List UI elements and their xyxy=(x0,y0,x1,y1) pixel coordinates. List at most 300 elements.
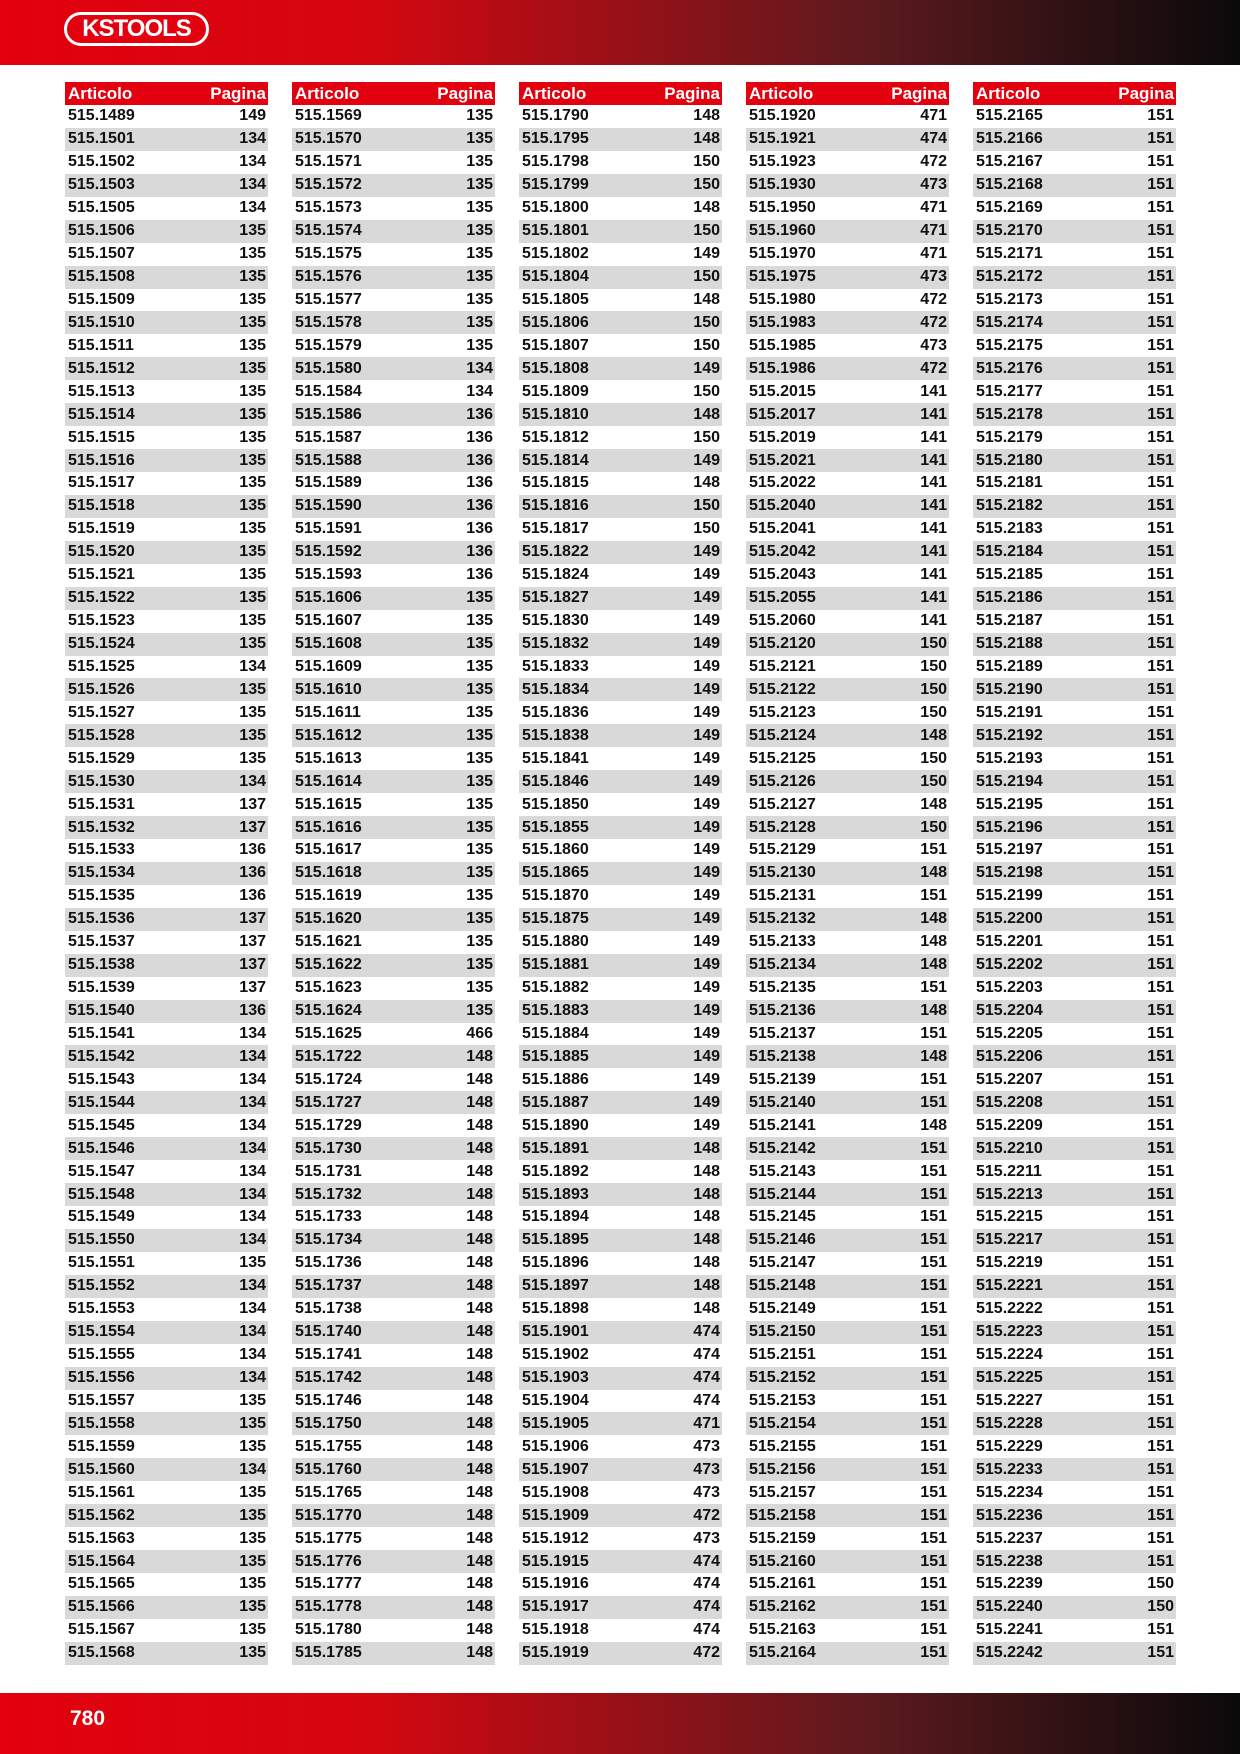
table-row xyxy=(746,977,949,1000)
page-reference: 148 xyxy=(920,933,947,951)
page-reference: 151 xyxy=(1147,887,1174,905)
table-row xyxy=(292,151,495,174)
page-reference: 471 xyxy=(920,199,947,217)
table-row xyxy=(292,1550,495,1573)
table-row xyxy=(65,587,268,610)
page-reference: 151 xyxy=(920,1024,947,1042)
page-reference: 150 xyxy=(693,497,720,515)
page-reference: 151 xyxy=(1147,1002,1174,1020)
article-number: 515.1895 xyxy=(522,1231,589,1249)
table-row xyxy=(519,1298,722,1321)
page-reference: 149 xyxy=(693,1093,720,1111)
table-row xyxy=(65,151,268,174)
article-number: 515.1547 xyxy=(68,1162,135,1180)
page-reference: 148 xyxy=(466,1598,493,1616)
page-reference: 151 xyxy=(920,841,947,859)
article-number: 515.1543 xyxy=(68,1070,135,1088)
article-number: 515.1530 xyxy=(68,772,135,790)
page-reference: 151 xyxy=(920,1093,947,1111)
page-reference: 137 xyxy=(239,910,266,928)
table-row xyxy=(746,128,949,151)
article-number: 515.1785 xyxy=(295,1644,362,1662)
article-number: 515.1804 xyxy=(522,268,589,286)
page-reference: 150 xyxy=(920,703,947,721)
table-row xyxy=(65,357,268,380)
page-reference: 150 xyxy=(920,657,947,675)
article-number: 515.2174 xyxy=(976,313,1043,331)
article-number: 515.1575 xyxy=(295,245,362,263)
article-number: 515.2175 xyxy=(976,336,1043,354)
table-row xyxy=(973,1412,1176,1435)
table-row xyxy=(973,1275,1176,1298)
article-number: 515.1542 xyxy=(68,1047,135,1065)
article-number: 515.1740 xyxy=(295,1323,362,1341)
table-row xyxy=(746,1298,949,1321)
page-reference: 151 xyxy=(1147,979,1174,997)
table-row xyxy=(746,701,949,724)
index-column xyxy=(519,82,722,1665)
page-reference: 151 xyxy=(920,1231,947,1249)
article-number: 515.1551 xyxy=(68,1254,135,1272)
page-reference: 149 xyxy=(693,635,720,653)
article-number: 515.1896 xyxy=(522,1254,589,1272)
article-number: 515.1573 xyxy=(295,199,362,217)
index-column xyxy=(973,82,1176,1665)
table-row xyxy=(746,564,949,587)
article-number: 515.1986 xyxy=(749,359,816,377)
table-row xyxy=(292,1458,495,1481)
article-number: 515.2227 xyxy=(976,1391,1043,1409)
table-row xyxy=(519,1573,722,1596)
table-row xyxy=(746,1045,949,1068)
page-reference: 151 xyxy=(1147,1346,1174,1364)
page-reference: 136 xyxy=(239,864,266,882)
article-number: 515.1846 xyxy=(522,772,589,790)
table-row xyxy=(519,1344,722,1367)
table-row xyxy=(519,954,722,977)
page-reference: 471 xyxy=(920,107,947,125)
table-row xyxy=(292,1229,495,1252)
table-row xyxy=(746,449,949,472)
table-row xyxy=(746,1642,949,1665)
article-number: 515.1882 xyxy=(522,979,589,997)
article-number: 515.1612 xyxy=(295,726,362,744)
article-number: 515.1516 xyxy=(68,451,135,469)
table-row xyxy=(746,1137,949,1160)
page-reference: 151 xyxy=(1147,749,1174,767)
table-row xyxy=(292,701,495,724)
table-row xyxy=(65,1619,268,1642)
article-number: 515.1850 xyxy=(522,795,589,813)
article-number: 515.1855 xyxy=(522,818,589,836)
page-reference: 135 xyxy=(239,313,266,331)
page-reference: 148 xyxy=(466,1414,493,1432)
page-reference: 148 xyxy=(466,1277,493,1295)
page-reference: 148 xyxy=(920,910,947,928)
page-reference: 149 xyxy=(693,956,720,974)
page-reference: 151 xyxy=(1147,910,1174,928)
table-row xyxy=(519,701,722,724)
article-number: 515.2122 xyxy=(749,680,816,698)
header-article-label: Articolo xyxy=(976,83,1041,103)
table-row xyxy=(973,1321,1176,1344)
article-number: 515.1511 xyxy=(68,336,134,354)
page-reference: 150 xyxy=(1147,1598,1174,1616)
page-reference: 151 xyxy=(920,1162,947,1180)
column-rows xyxy=(65,105,268,1665)
table-row xyxy=(973,1367,1176,1390)
header-article-label: Articolo xyxy=(749,83,814,103)
article-number: 515.1886 xyxy=(522,1070,589,1088)
article-number: 515.1887 xyxy=(522,1093,589,1111)
page-reference: 135 xyxy=(239,428,266,446)
page-reference: 134 xyxy=(239,1277,266,1295)
page-reference: 151 xyxy=(1147,1529,1174,1547)
table-row xyxy=(65,1298,268,1321)
table-row xyxy=(973,793,1176,816)
page-reference: 148 xyxy=(693,1208,720,1226)
table-row xyxy=(973,220,1176,243)
article-number: 515.1587 xyxy=(295,428,362,446)
page-reference: 151 xyxy=(1147,359,1174,377)
page-reference: 134 xyxy=(239,1093,266,1111)
article-number: 515.1556 xyxy=(68,1369,135,1387)
table-row xyxy=(292,334,495,357)
page-reference: 149 xyxy=(693,818,720,836)
page-reference: 135 xyxy=(466,153,493,171)
table-row xyxy=(746,1321,949,1344)
article-number: 515.1523 xyxy=(68,612,135,630)
article-number: 515.2161 xyxy=(749,1575,816,1593)
page-reference: 134 xyxy=(239,1185,266,1203)
article-number: 515.2182 xyxy=(976,497,1043,515)
page-reference: 135 xyxy=(239,451,266,469)
page-reference: 136 xyxy=(466,543,493,561)
page-reference: 134 xyxy=(239,1024,266,1042)
article-number: 515.1880 xyxy=(522,933,589,951)
page-reference: 474 xyxy=(693,1391,720,1409)
page-reference: 148 xyxy=(693,1254,720,1272)
table-row xyxy=(65,747,268,770)
article-number: 515.2022 xyxy=(749,474,816,492)
page-reference: 151 xyxy=(1147,1208,1174,1226)
page-reference: 148 xyxy=(466,1185,493,1203)
article-number: 515.1809 xyxy=(522,382,589,400)
table-row xyxy=(292,266,495,289)
article-number: 515.1917 xyxy=(522,1598,589,1616)
table-row xyxy=(65,220,268,243)
article-number: 515.1733 xyxy=(295,1208,362,1226)
page-reference: 148 xyxy=(693,1139,720,1157)
page-reference: 135 xyxy=(239,589,266,607)
table-row xyxy=(746,724,949,747)
article-number: 515.1765 xyxy=(295,1483,362,1501)
article-number: 515.1834 xyxy=(522,680,589,698)
table-row xyxy=(519,793,722,816)
article-number: 515.2149 xyxy=(749,1300,816,1318)
table-row xyxy=(973,1045,1176,1068)
page-reference: 472 xyxy=(920,153,947,171)
page-reference: 137 xyxy=(239,818,266,836)
page-reference: 149 xyxy=(693,1116,720,1134)
table-row xyxy=(746,816,949,839)
page-reference: 135 xyxy=(239,680,266,698)
page-reference: 135 xyxy=(239,612,266,630)
page-reference: 148 xyxy=(466,1323,493,1341)
article-number: 515.2156 xyxy=(749,1460,816,1478)
page-reference: 148 xyxy=(920,864,947,882)
article-number: 515.1506 xyxy=(68,222,135,240)
page-reference: 473 xyxy=(693,1437,720,1455)
page-reference: 135 xyxy=(466,589,493,607)
page-reference: 149 xyxy=(693,749,720,767)
article-number: 515.1746 xyxy=(295,1391,362,1409)
page-reference: 148 xyxy=(693,107,720,125)
article-number: 515.1909 xyxy=(522,1506,589,1524)
page-reference: 134 xyxy=(239,1346,266,1364)
page-reference: 151 xyxy=(1147,336,1174,354)
article-number: 515.2146 xyxy=(749,1231,816,1249)
article-number: 515.1577 xyxy=(295,290,362,308)
page-reference: 136 xyxy=(466,451,493,469)
table-row xyxy=(65,266,268,289)
article-number: 515.1808 xyxy=(522,359,589,377)
article-number: 515.1817 xyxy=(522,520,589,538)
article-number: 515.2151 xyxy=(749,1346,816,1364)
page-reference: 151 xyxy=(1147,1414,1174,1432)
column-rows xyxy=(519,105,722,1665)
table-row xyxy=(746,1206,949,1229)
table-row xyxy=(65,289,268,312)
article-number: 515.1518 xyxy=(68,497,135,515)
article-number: 515.2177 xyxy=(976,382,1043,400)
page-reference: 151 xyxy=(1147,612,1174,630)
page-reference: 151 xyxy=(1147,680,1174,698)
table-row xyxy=(519,1114,722,1137)
table-row xyxy=(292,793,495,816)
article-number: 515.1570 xyxy=(295,130,362,148)
page-reference: 151 xyxy=(1147,1231,1174,1249)
article-number: 515.2157 xyxy=(749,1483,816,1501)
table-row xyxy=(292,1596,495,1619)
table-row xyxy=(292,678,495,701)
header-page-label: Pagina xyxy=(437,83,493,103)
article-number: 515.2165 xyxy=(976,107,1043,125)
article-number: 515.2208 xyxy=(976,1093,1043,1111)
article-number: 515.1930 xyxy=(749,176,816,194)
table-row xyxy=(65,495,268,518)
article-number: 515.1883 xyxy=(522,1002,589,1020)
page-reference: 151 xyxy=(1147,107,1174,125)
page-reference: 148 xyxy=(466,1644,493,1662)
page-reference: 135 xyxy=(239,1414,266,1432)
article-number: 515.1509 xyxy=(68,290,135,308)
table-row xyxy=(292,1642,495,1665)
table-row xyxy=(519,334,722,357)
table-row xyxy=(746,610,949,633)
page-reference: 141 xyxy=(920,543,947,561)
table-row xyxy=(65,1412,268,1435)
page-reference: 474 xyxy=(693,1575,720,1593)
page-reference: 148 xyxy=(466,1093,493,1111)
page-reference: 135 xyxy=(239,222,266,240)
article-number: 515.1568 xyxy=(68,1644,135,1662)
page-reference: 151 xyxy=(1147,153,1174,171)
page-reference: 135 xyxy=(239,1506,266,1524)
table-row xyxy=(292,1573,495,1596)
page-reference: 135 xyxy=(239,497,266,515)
article-number: 515.2204 xyxy=(976,1002,1043,1020)
table-row xyxy=(519,977,722,1000)
table-row xyxy=(519,357,722,380)
page-reference: 151 xyxy=(1147,199,1174,217)
article-number: 515.1908 xyxy=(522,1483,589,1501)
article-number: 515.2120 xyxy=(749,635,816,653)
article-number: 515.1552 xyxy=(68,1277,135,1295)
article-number: 515.1532 xyxy=(68,818,135,836)
table-row xyxy=(65,1023,268,1046)
article-number: 515.1741 xyxy=(295,1346,362,1364)
article-number: 515.2241 xyxy=(976,1621,1043,1639)
page-reference: 148 xyxy=(920,1047,947,1065)
page-reference: 151 xyxy=(1147,268,1174,286)
article-number: 515.2137 xyxy=(749,1024,816,1042)
article-number: 515.2173 xyxy=(976,290,1043,308)
page-reference: 149 xyxy=(693,841,720,859)
table-row xyxy=(65,977,268,1000)
article-number: 515.2145 xyxy=(749,1208,816,1226)
table-row xyxy=(292,1298,495,1321)
table-row xyxy=(65,1045,268,1068)
table-row xyxy=(973,724,1176,747)
column-rows xyxy=(973,105,1176,1665)
article-number: 515.1537 xyxy=(68,933,135,951)
table-row xyxy=(973,1160,1176,1183)
table-row xyxy=(292,289,495,312)
table-row xyxy=(746,908,949,931)
article-number: 515.2184 xyxy=(976,543,1043,561)
page-reference: 151 xyxy=(1147,1047,1174,1065)
page-reference: 149 xyxy=(693,589,720,607)
article-number: 515.2234 xyxy=(976,1483,1043,1501)
page-reference: 135 xyxy=(466,1002,493,1020)
table-row xyxy=(519,1321,722,1344)
page-reference: 150 xyxy=(693,176,720,194)
article-number: 515.2228 xyxy=(976,1414,1043,1432)
article-number: 515.2163 xyxy=(749,1621,816,1639)
page-reference: 135 xyxy=(466,290,493,308)
page-reference: 473 xyxy=(693,1483,720,1501)
article-number: 515.2125 xyxy=(749,749,816,767)
table-row xyxy=(292,1160,495,1183)
table-row xyxy=(65,472,268,495)
article-number: 515.2179 xyxy=(976,428,1043,446)
table-row xyxy=(65,311,268,334)
table-row xyxy=(973,1435,1176,1458)
article-number: 515.2185 xyxy=(976,566,1043,584)
page-reference: 149 xyxy=(693,887,720,905)
page-reference: 135 xyxy=(466,199,493,217)
article-number: 515.2197 xyxy=(976,841,1043,859)
article-number: 515.1838 xyxy=(522,726,589,744)
table-row xyxy=(292,1137,495,1160)
article-number: 515.1616 xyxy=(295,818,362,836)
article-number: 515.1578 xyxy=(295,313,362,331)
page-reference: 151 xyxy=(920,1139,947,1157)
article-number: 515.2042 xyxy=(749,543,816,561)
article-number: 515.2140 xyxy=(749,1093,816,1111)
column-header xyxy=(746,82,949,105)
table-row xyxy=(746,1344,949,1367)
table-row xyxy=(519,289,722,312)
article-number: 515.1555 xyxy=(68,1346,135,1364)
table-row xyxy=(519,747,722,770)
table-row xyxy=(519,770,722,793)
article-number: 515.1613 xyxy=(295,749,362,767)
index-column xyxy=(292,82,495,1665)
header-page-label: Pagina xyxy=(1118,83,1174,103)
page-reference: 135 xyxy=(239,1529,266,1547)
table-row xyxy=(65,426,268,449)
header-article-label: Articolo xyxy=(68,83,133,103)
page-reference: 149 xyxy=(693,612,720,630)
article-number: 515.1970 xyxy=(749,245,816,263)
article-number: 515.1584 xyxy=(295,382,362,400)
table-row xyxy=(746,1481,949,1504)
table-row xyxy=(519,1435,722,1458)
article-number: 515.1898 xyxy=(522,1300,589,1318)
table-row xyxy=(519,610,722,633)
table-row xyxy=(519,931,722,954)
article-number: 515.2186 xyxy=(976,589,1043,607)
page-reference: 151 xyxy=(1147,1116,1174,1134)
article-number: 515.1814 xyxy=(522,451,589,469)
page-reference: 134 xyxy=(239,657,266,675)
page-reference: 151 xyxy=(920,1483,947,1501)
page-reference: 151 xyxy=(1147,635,1174,653)
article-number: 515.2221 xyxy=(976,1277,1043,1295)
article-number: 515.1730 xyxy=(295,1139,362,1157)
table-row xyxy=(292,931,495,954)
page-reference: 135 xyxy=(466,979,493,997)
article-number: 515.2178 xyxy=(976,405,1043,423)
article-number: 515.1950 xyxy=(749,199,816,217)
page-reference: 473 xyxy=(693,1529,720,1547)
table-row xyxy=(292,862,495,885)
article-number: 515.2194 xyxy=(976,772,1043,790)
article-number: 515.1505 xyxy=(68,199,135,217)
page-reference: 150 xyxy=(693,520,720,538)
article-number: 515.2191 xyxy=(976,703,1043,721)
article-number: 515.2242 xyxy=(976,1644,1043,1662)
article-number: 515.1513 xyxy=(68,382,135,400)
table-row xyxy=(65,1206,268,1229)
article-number: 515.1897 xyxy=(522,1277,589,1295)
article-number: 515.1529 xyxy=(68,749,135,767)
page-reference: 135 xyxy=(466,887,493,905)
page-reference: 151 xyxy=(920,1552,947,1570)
page-reference: 148 xyxy=(466,1300,493,1318)
page-reference: 134 xyxy=(466,382,493,400)
page-reference: 150 xyxy=(693,382,720,400)
table-row xyxy=(973,380,1176,403)
article-number: 515.1893 xyxy=(522,1185,589,1203)
page-reference: 151 xyxy=(1147,1552,1174,1570)
article-number: 515.1724 xyxy=(295,1070,362,1088)
article-number: 515.1566 xyxy=(68,1598,135,1616)
page-reference: 150 xyxy=(920,635,947,653)
table-row xyxy=(746,1160,949,1183)
